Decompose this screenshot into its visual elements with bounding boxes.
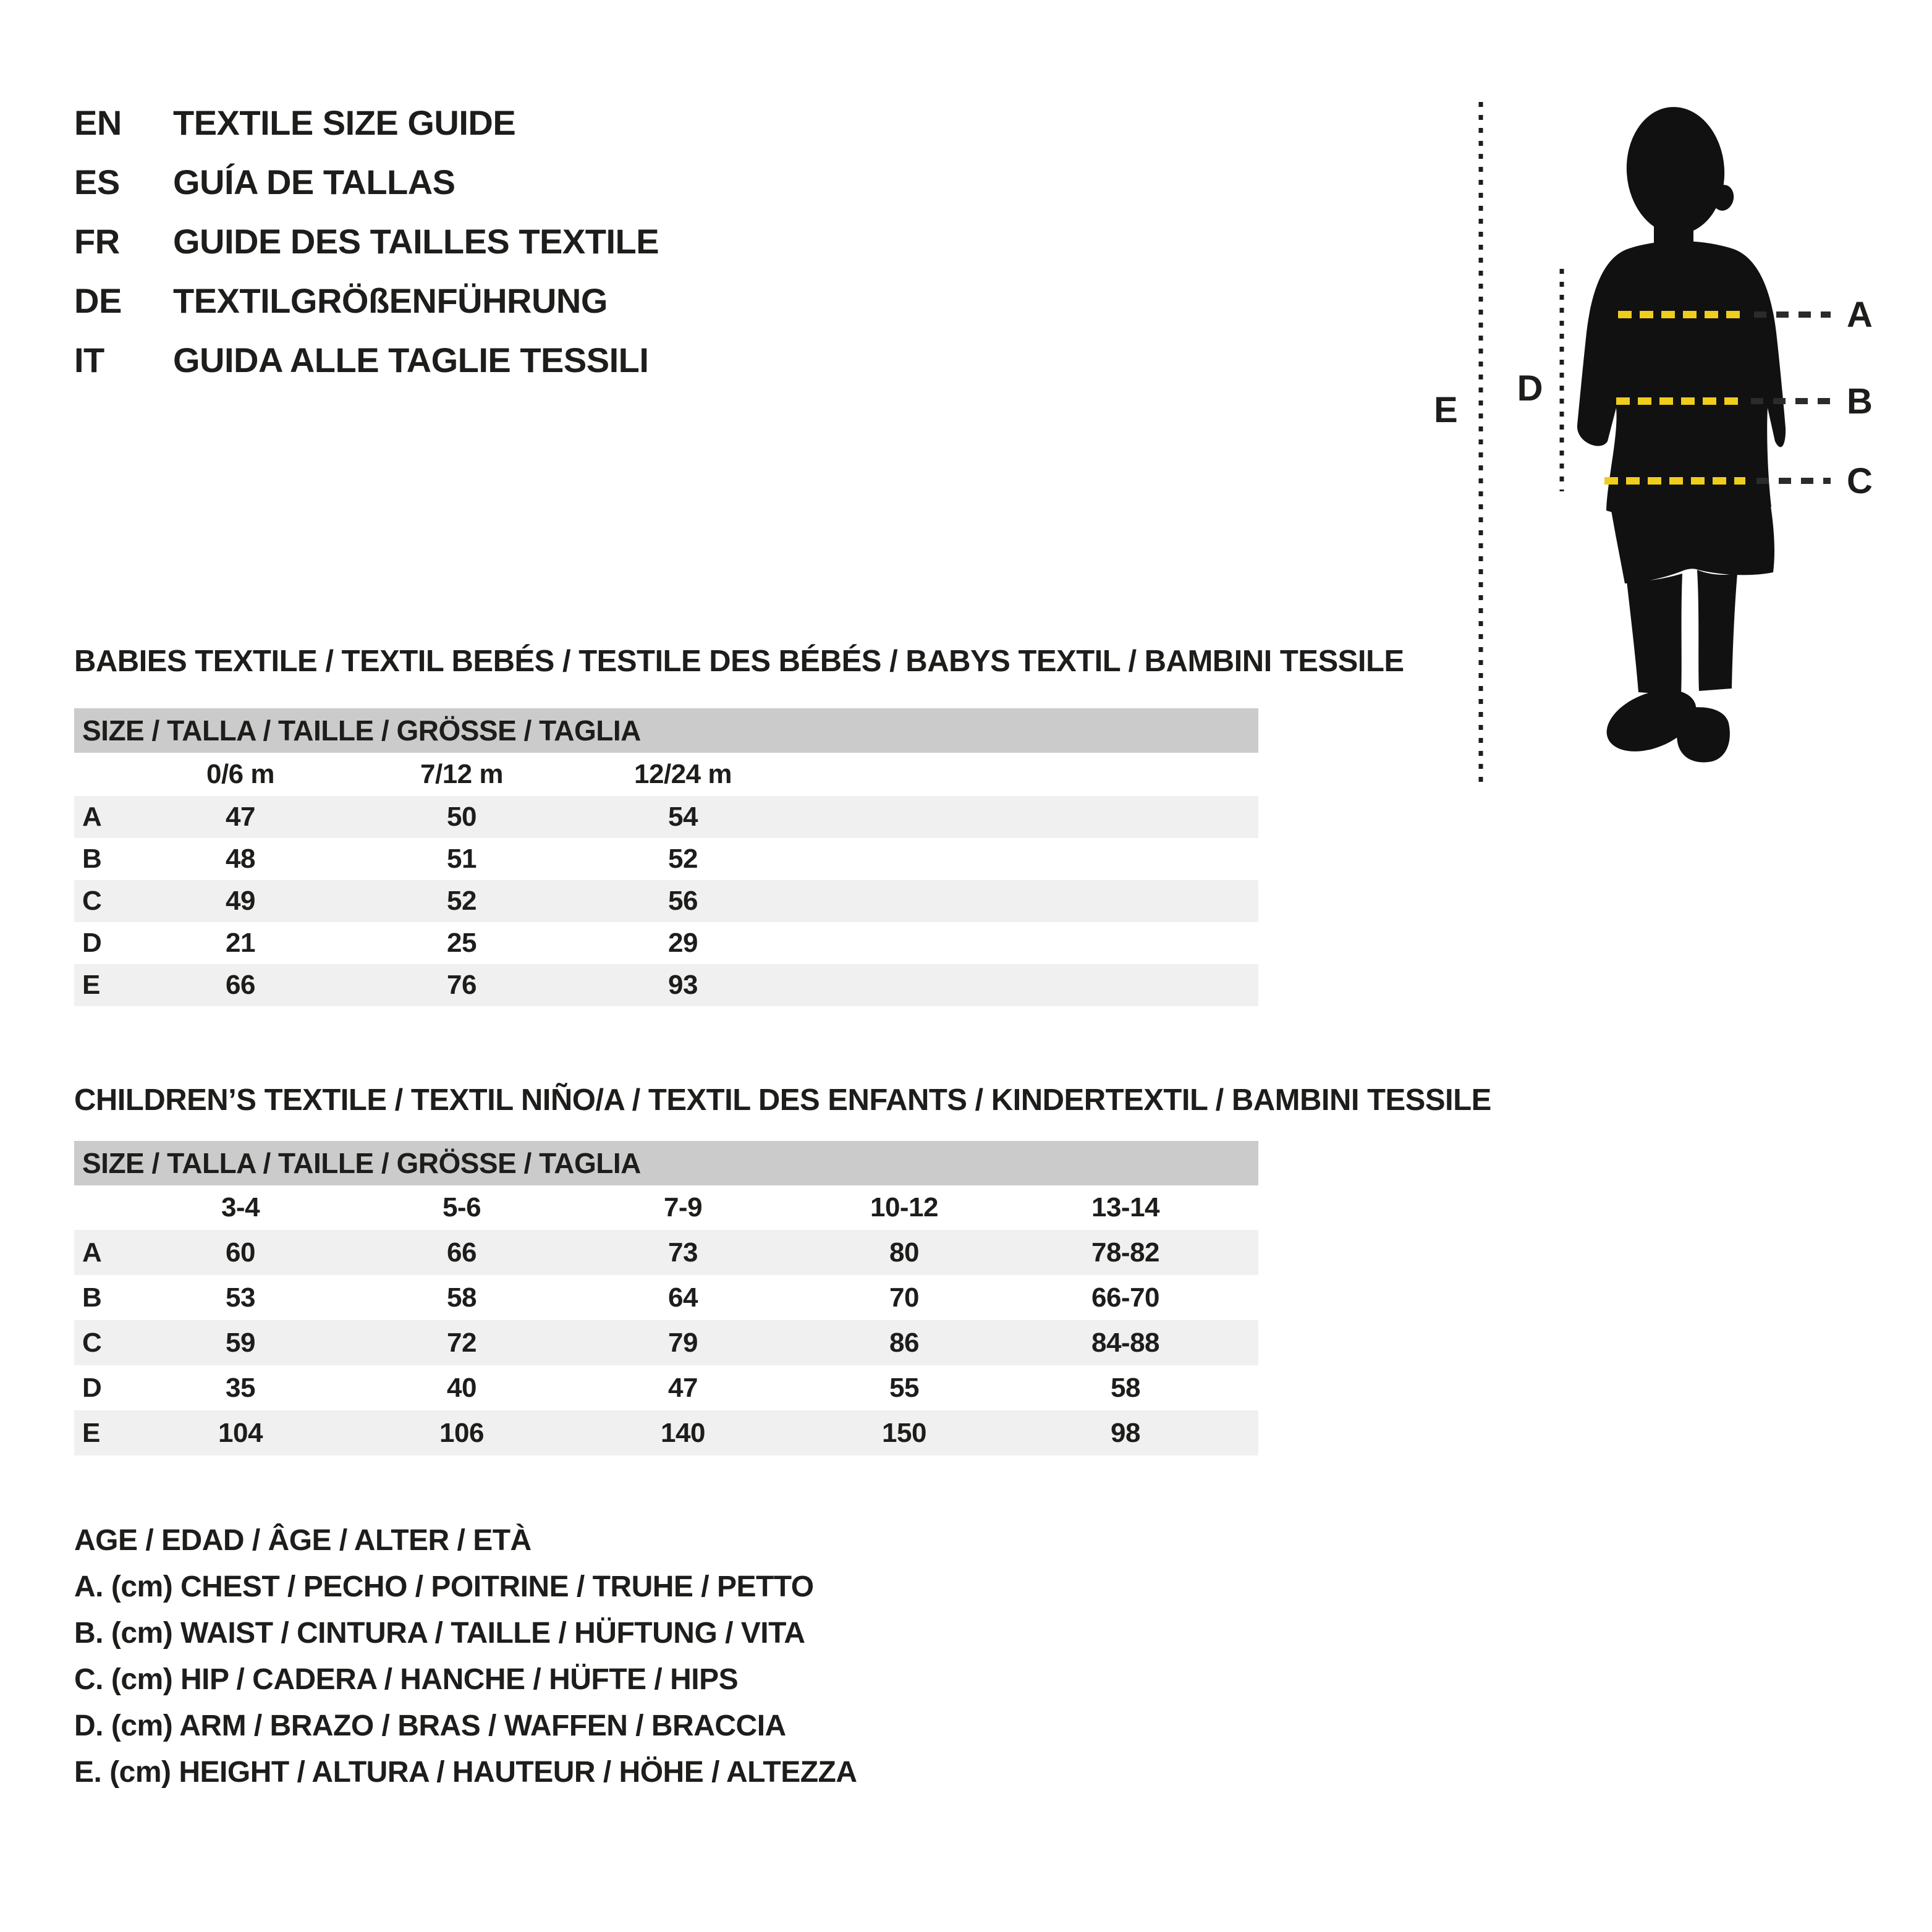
row-label: C [82, 1327, 102, 1358]
language-row-en [74, 93, 659, 152]
value-cell: 58 [1111, 1372, 1140, 1403]
legend-line-age: AGE / EDAD / ÂGE / ALTER / ETÀ [74, 1524, 532, 1557]
silhouette-right-shoe [1676, 707, 1730, 762]
value-cell: 66 [447, 1237, 477, 1268]
language-row-de [74, 271, 659, 330]
size-header-band [74, 708, 1258, 753]
language-row-fr [74, 211, 659, 271]
value-cell: 73 [668, 1237, 698, 1268]
figure-label-e: E [1434, 390, 1458, 430]
language-code: FR [74, 221, 120, 261]
value-cell: 78-82 [1091, 1237, 1160, 1268]
value-cell: 80 [889, 1237, 919, 1268]
column-header-cell: 7/12 m [420, 759, 503, 789]
table-row-a [74, 796, 1258, 838]
babies-section-heading: BABIES TEXTILE / TEXTIL BEBÉS / TESTILE DES BÉBÉS / BABYS TEXTIL / BAMBINI TESSILE [74, 645, 1404, 678]
value-cell: 150 [882, 1417, 926, 1448]
table-row-b [74, 838, 1258, 880]
table-row-a [74, 1230, 1258, 1275]
value-cell: 72 [447, 1327, 477, 1358]
figure-label-d: D [1517, 368, 1543, 409]
table-row-e [74, 1410, 1258, 1455]
value-cell: 66 [226, 970, 255, 1000]
language-code: ES [74, 162, 120, 201]
row-label: D [82, 928, 102, 958]
row-label: B [82, 1282, 102, 1313]
column-header-cell: 3-4 [221, 1192, 260, 1222]
column-header-cell: 12/24 m [634, 759, 732, 789]
value-cell: 51 [447, 844, 477, 874]
language-title: GUIDA ALLE TAGLIE TESSILI [173, 340, 649, 379]
silhouette-right-leg [1697, 570, 1737, 691]
measurement-legend [74, 1517, 857, 1795]
value-cell: 93 [668, 970, 698, 1000]
legend-line-chest: A. (cm) CHEST / PECHO / POITRINE / TRUHE / PETTO [74, 1570, 814, 1603]
table-row-d [74, 1365, 1258, 1410]
value-cell: 70 [889, 1282, 919, 1313]
table-row-d [74, 922, 1258, 964]
table-row-b [74, 1275, 1258, 1320]
children-section-heading: CHILDREN’S TEXTILE / TEXTIL NIÑO/A / TEXTIL DES ENFANTS / KINDERTEXTIL / BAMBINI TESSILE [74, 1083, 1491, 1117]
column-header-row [74, 1185, 1258, 1230]
value-cell: 56 [668, 886, 698, 916]
column-header-row [74, 753, 1258, 796]
size-header-label: SIZE / TALLA / TAILLE / GRÖSSE / TAGLIA [82, 714, 641, 747]
table-row-e [74, 964, 1258, 1006]
legend-line-arm: D. (cm) ARM / BRAZO / BRAS / WAFFEN / BRACCIA [74, 1710, 786, 1742]
value-cell: 59 [226, 1327, 255, 1358]
row-label: E [82, 1417, 100, 1448]
legend-line-waist: B. (cm) WAIST / CINTURA / TAILLE / HÜFTUNG / VITA [74, 1617, 805, 1650]
value-cell: 25 [447, 928, 477, 958]
legend-line-height: E. (cm) HEIGHT / ALTURA / HAUTEUR / HÖHE / ALTEZZA [74, 1756, 857, 1789]
value-cell: 104 [218, 1417, 263, 1448]
row-label: E [82, 970, 100, 1000]
value-cell: 40 [447, 1372, 477, 1403]
language-code: IT [74, 340, 104, 379]
row-label: B [82, 844, 102, 874]
measurement-figure [1421, 87, 1932, 785]
language-code: EN [74, 103, 122, 142]
value-cell: 140 [661, 1417, 705, 1448]
child-silhouette [1577, 104, 1786, 764]
value-cell: 47 [668, 1372, 698, 1403]
value-cell: 55 [889, 1372, 919, 1403]
figure-label-c: C [1847, 461, 1873, 501]
value-cell: 35 [226, 1372, 255, 1403]
value-cell: 47 [226, 802, 255, 832]
column-header-cell: 10-12 [870, 1192, 939, 1222]
row-label: D [82, 1372, 102, 1403]
language-title: GUIDE DES TAILLES TEXTILE [173, 221, 659, 261]
value-cell: 54 [668, 802, 698, 832]
value-cell: 64 [668, 1282, 698, 1313]
language-title: GUÍA DE TALLAS [173, 162, 455, 201]
value-cell: 106 [439, 1417, 484, 1448]
value-cell: 86 [889, 1327, 919, 1358]
column-header-cell: 13-14 [1091, 1192, 1160, 1222]
figure-label-b: B [1847, 381, 1873, 422]
children-size-table [74, 1141, 1258, 1455]
value-cell: 76 [447, 970, 477, 1000]
size-header-band [74, 1141, 1258, 1185]
value-cell: 60 [226, 1237, 255, 1268]
figure-label-a: A [1847, 295, 1873, 335]
value-cell: 29 [668, 928, 698, 958]
value-cell: 52 [447, 886, 477, 916]
value-cell: 79 [668, 1327, 698, 1358]
language-title-list [74, 93, 659, 389]
language-code: DE [74, 281, 122, 320]
size-header-label: SIZE / TALLA / TAILLE / GRÖSSE / TAGLIA [82, 1147, 641, 1179]
value-cell: 50 [447, 802, 477, 832]
language-row-it [74, 330, 659, 389]
column-header-cell: 7-9 [663, 1192, 703, 1222]
babies-size-table [74, 708, 1258, 1006]
table-row-c [74, 1320, 1258, 1365]
language-title: TEXTILE SIZE GUIDE [173, 103, 516, 142]
silhouette-head [1622, 104, 1729, 238]
value-cell: 66-70 [1091, 1282, 1160, 1313]
value-cell: 21 [226, 928, 255, 958]
table-row-c [74, 880, 1258, 922]
legend-line-hip: C. (cm) HIP / CADERA / HANCHE / HÜFTE / HIPS [74, 1663, 739, 1696]
value-cell: 84-88 [1091, 1327, 1160, 1358]
value-cell: 52 [668, 844, 698, 874]
row-label: C [82, 886, 102, 916]
value-cell: 49 [226, 886, 255, 916]
value-cell: 98 [1111, 1417, 1140, 1448]
value-cell: 53 [226, 1282, 255, 1313]
value-cell: 58 [447, 1282, 477, 1313]
row-label: A [82, 802, 102, 832]
column-header-cell: 5-6 [442, 1192, 481, 1222]
row-label: A [82, 1237, 102, 1268]
language-title: TEXTILGRÖßENFÜHRUNG [173, 281, 608, 320]
silhouette-left-leg [1627, 574, 1682, 695]
language-row-es [74, 152, 659, 211]
value-cell: 48 [226, 844, 255, 874]
column-header-cell: 0/6 m [206, 759, 274, 789]
